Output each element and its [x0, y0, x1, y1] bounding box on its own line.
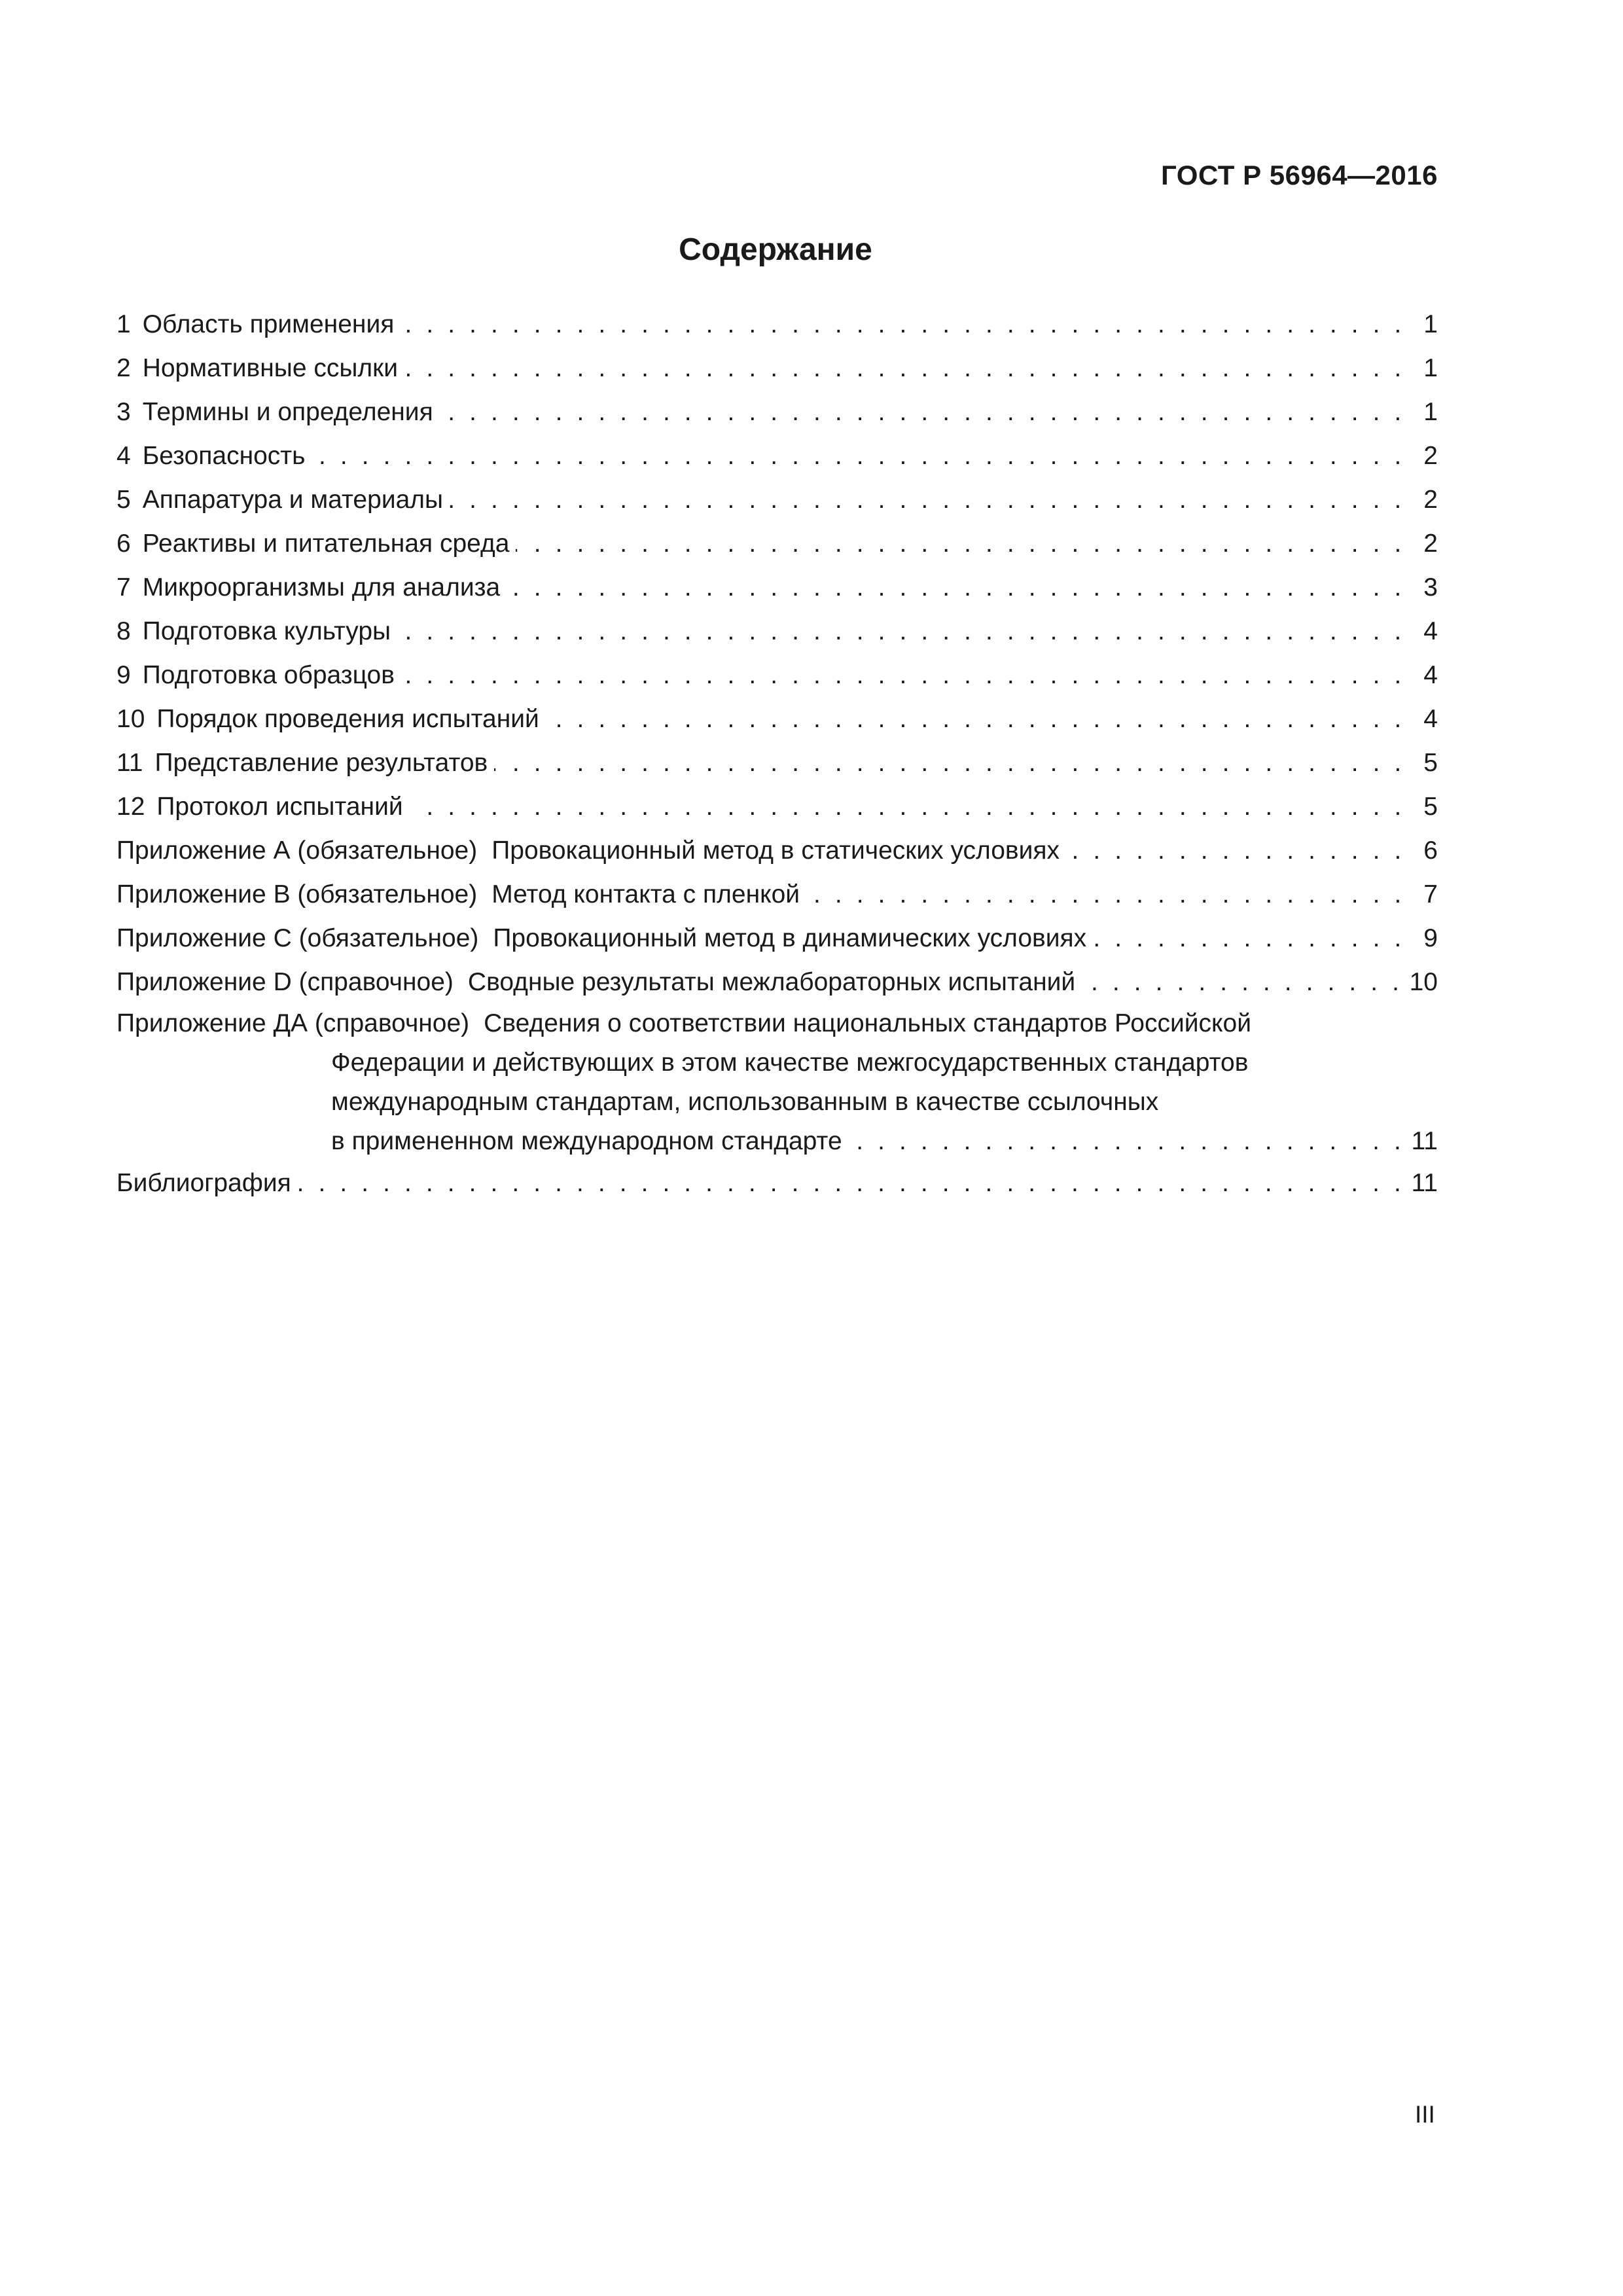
toc-item-number: 2 — [116, 354, 131, 382]
toc-item-page: 10 — [1403, 960, 1438, 1004]
leader-dots — [1082, 960, 1402, 1004]
table-of-contents — [116, 302, 1438, 1205]
toc-item-page: 1 — [1405, 302, 1438, 346]
toc-item-page: 2 — [1405, 478, 1438, 522]
toc-item-5[interactable] — [116, 478, 1438, 522]
toc-item-page: 6 — [1405, 829, 1438, 872]
toc-item-page: 4 — [1405, 697, 1438, 741]
toc-item-page: 11 — [1405, 1161, 1438, 1205]
annex-label: Сводные результаты межлабораторных испытаний — [467, 968, 1076, 996]
leader-dots — [1066, 829, 1405, 872]
annex-type: Приложение А (обязательное) — [116, 836, 478, 865]
annex-label-line-4: в примененном международном стандарте — [331, 1122, 849, 1161]
toc-annex-c[interactable] — [116, 916, 1438, 960]
toc-item-number: 12 — [116, 793, 145, 821]
leader-dots — [507, 565, 1405, 609]
toc-item-page: 3 — [1405, 565, 1438, 609]
toc-item-label: Микроорганизмы для анализа — [142, 573, 501, 601]
toc-item-number: 9 — [116, 661, 131, 689]
annex-label-line-3: международным стандартам, использованным в качестве ссылочных — [331, 1088, 1159, 1116]
toc-item-number: 11 — [116, 749, 143, 777]
toc-item-page: 1 — [1405, 390, 1438, 434]
toc-title: Содержание — [679, 232, 872, 267]
annex-label-line-2: Федерации и действующих в этом качестве межгосударственных стандартов — [331, 1049, 1249, 1077]
leader-dots — [516, 522, 1405, 565]
leader-dots — [397, 609, 1405, 653]
leader-dots — [1093, 916, 1405, 960]
toc-item-page: 11 — [1405, 1122, 1438, 1161]
toc-item-number: 1 — [116, 310, 131, 338]
page-number: III — [1415, 2101, 1435, 2128]
annex-type: Приложение ДА (справочное) — [116, 1009, 470, 1037]
leader-dots — [494, 741, 1405, 785]
toc-item-11[interactable] — [116, 741, 1438, 785]
toc-item-label: Безопасность — [142, 442, 306, 470]
toc-item-label: Библиография — [116, 1161, 298, 1205]
annex-type: Приложение D (справочное) — [116, 968, 454, 996]
toc-item-label: Подготовка культуры — [142, 617, 391, 645]
toc-item-label: Реактивы и питательная среда — [142, 529, 510, 558]
annex-label: Провокационный метод в динамических условиях — [493, 924, 1087, 952]
toc-annex-a[interactable] — [116, 829, 1438, 872]
toc-item-label: Область применения — [142, 310, 395, 338]
annex-type: Приложение С (обязательное) — [116, 924, 479, 952]
leader-dots — [401, 302, 1405, 346]
document-code: ГОСТ Р 56964—2016 — [1161, 160, 1438, 190]
toc-annex-d[interactable] — [116, 960, 1438, 1004]
toc-item-page: 9 — [1405, 916, 1438, 960]
toc-item-page: 7 — [1405, 872, 1438, 916]
toc-item-10[interactable] — [116, 697, 1438, 741]
leader-dots — [849, 1122, 1405, 1161]
toc-item-page: 2 — [1405, 522, 1438, 565]
toc-item-2[interactable] — [116, 346, 1438, 390]
toc-item-number: 3 — [116, 398, 131, 426]
toc-item-9[interactable] — [116, 653, 1438, 697]
toc-item-label: Подготовка образцов — [142, 661, 395, 689]
toc-item-number: 10 — [116, 705, 145, 733]
leader-dots — [404, 346, 1405, 390]
toc-bibliography[interactable] — [116, 1161, 1438, 1205]
leader-dots — [410, 785, 1405, 829]
toc-item-4[interactable] — [116, 434, 1438, 478]
toc-item-1[interactable] — [116, 302, 1438, 346]
toc-item-page: 5 — [1405, 785, 1438, 829]
annex-label-line-1: Сведения о соответствии национальных стандартов Российской — [484, 1009, 1251, 1037]
toc-item-page: 4 — [1405, 609, 1438, 653]
toc-item-label: Порядок проведения испытаний — [156, 705, 539, 733]
leader-dots — [440, 390, 1405, 434]
toc-item-12[interactable] — [116, 785, 1438, 829]
toc-item-label: Термины и определения — [142, 398, 433, 426]
leader-dots — [401, 653, 1405, 697]
toc-item-label: Протокол испытаний — [156, 793, 403, 821]
toc-annex-da[interactable] — [116, 1004, 1438, 1161]
annex-label: Провокационный метод в статических условиях — [491, 836, 1060, 865]
toc-item-number: 4 — [116, 442, 131, 470]
leader-dots — [546, 697, 1405, 741]
toc-item-page: 2 — [1405, 434, 1438, 478]
leader-dots — [450, 478, 1405, 522]
toc-item-page: 4 — [1405, 653, 1438, 697]
annex-type: Приложение В (обязательное) — [116, 880, 478, 908]
toc-item-number: 6 — [116, 529, 131, 558]
annex-label: Метод контакта с пленкой — [491, 880, 800, 908]
toc-item-7[interactable] — [116, 565, 1438, 609]
leader-dots — [312, 434, 1405, 478]
toc-item-6[interactable] — [116, 522, 1438, 565]
toc-item-label: Представление результатов — [154, 749, 488, 777]
toc-item-page: 1 — [1405, 346, 1438, 390]
toc-item-3[interactable] — [116, 390, 1438, 434]
toc-item-label: Нормативные ссылки — [142, 354, 398, 382]
toc-item-page: 5 — [1405, 741, 1438, 785]
toc-item-number: 5 — [116, 486, 131, 514]
toc-item-number: 8 — [116, 617, 131, 645]
toc-annex-b[interactable] — [116, 872, 1438, 916]
toc-item-8[interactable] — [116, 609, 1438, 653]
leader-dots — [806, 872, 1405, 916]
leader-dots — [298, 1161, 1405, 1205]
toc-item-label: Аппаратура и материалы — [142, 486, 444, 514]
toc-item-number: 7 — [116, 573, 131, 601]
